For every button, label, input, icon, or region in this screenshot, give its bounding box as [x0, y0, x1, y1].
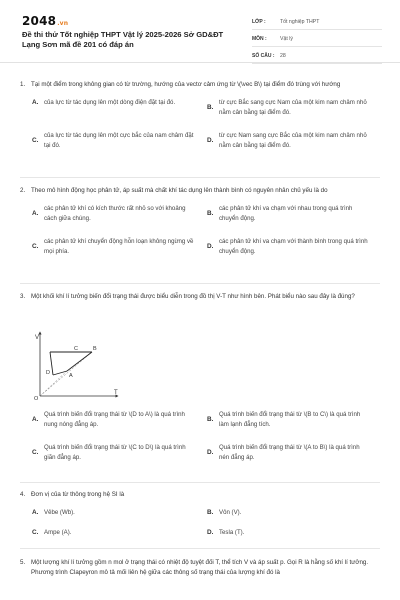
exam-meta — [252, 15, 382, 66]
option-letter: D. — [207, 137, 214, 144]
option-text: Quá trình biến đổi trạng thái từ \(C to D\) là quá trình giãn đẳng áp. — [44, 444, 186, 461]
option-text: Quá trình biến đổi trạng thái từ \(A to B\) là quá trình nén đẳng áp. — [219, 444, 360, 461]
meta-row-class — [252, 15, 382, 30]
question-3-options — [20, 410, 380, 474]
option-a[interactable] — [32, 410, 207, 429]
question-4 — [20, 490, 380, 542]
option-a[interactable] — [32, 204, 207, 223]
logo-tld: .vn — [57, 20, 69, 27]
question-2 — [20, 186, 380, 268]
meta-value: Tốt nghiệp THPT — [280, 19, 320, 25]
point-c-label: C — [74, 346, 78, 352]
option-text: các phân tử khí có kích thước rất nhỏ so với khoảng cách giữa chúng. — [44, 205, 186, 222]
question-text: Một khối khí lí tưởng biến đổi trạng thái được biểu diễn trong đồ thị V-T như hình bên. Phát biểu nào sau đây là đúng? — [31, 293, 355, 300]
v-axis-label: V — [35, 335, 40, 341]
option-letter: B. — [207, 416, 214, 423]
option-text: các phân tử khí chuyển động hỗn loạn không ngừng về mọi phía. — [44, 238, 194, 255]
option-a[interactable] — [32, 98, 207, 108]
option-a[interactable] — [32, 508, 207, 518]
meta-row-count — [252, 49, 382, 64]
option-b[interactable] — [207, 410, 382, 429]
site-logo[interactable] — [22, 14, 68, 28]
meta-row-subject — [252, 32, 382, 47]
option-letter: D. — [207, 529, 214, 537]
page-header — [0, 0, 400, 63]
option-c[interactable] — [32, 131, 207, 150]
question-text: Đơn vị của từ thông trong hệ SI là — [31, 491, 125, 498]
option-text: từ cực Nam sang cực Bắc của một kim nam châm nhỏ nằm cân bằng tại điểm đó. — [219, 132, 367, 149]
vt-graph — [30, 330, 120, 400]
option-d[interactable] — [207, 237, 382, 256]
exam-title: Đề thi thử Tốt nghiệp THPT Vật lý 2025-2026 Sở GD&ĐT Lạng Sơn mã đề 201 có đáp án — [22, 30, 224, 49]
option-text: của lực từ tác dụng lên một dòng điện đặt tại đó. — [44, 99, 176, 106]
option-letter: C. — [32, 243, 39, 250]
option-letter: C. — [32, 449, 39, 456]
path-d-c — [50, 352, 53, 375]
question-text: Một lượng khí lí tưởng gồm n mol ở trạng thái có nhiệt độ tuyệt đối T, thể tích V và áp suất p. Gọi R là hằng số khí lí tưởng. Phương trình Clapeyron mô tả mối liên hệ giữa các thông số trạng thái của lượng khí đó là — [31, 559, 369, 576]
option-b[interactable] — [207, 508, 382, 518]
point-b-label: B — [93, 346, 97, 352]
meta-value: Vật lý — [280, 36, 293, 42]
option-c[interactable] — [32, 237, 207, 256]
option-letter: B. — [207, 104, 214, 111]
option-b[interactable] — [207, 204, 382, 223]
option-letter: A. — [32, 509, 39, 517]
origin-label: O — [34, 396, 39, 400]
question-3 — [20, 292, 380, 302]
question-number: 3. — [20, 293, 26, 300]
logo-text: 2048 — [22, 14, 57, 28]
option-text: Vêbe (Wb). — [44, 509, 75, 516]
t-axis-label: T — [114, 390, 118, 396]
option-d[interactable] — [207, 443, 382, 462]
path-a-d — [53, 371, 67, 375]
option-text: Tesla (T). — [219, 529, 245, 536]
question-number: 2. — [20, 187, 26, 194]
option-d[interactable] — [207, 131, 382, 150]
option-text: của lực từ tác dụng lên một cực bắc của nam châm đặt tại đó. — [44, 132, 194, 149]
option-c[interactable] — [32, 528, 207, 538]
option-text: Quá trình biến đổi trạng thái từ \(D to A\) là quá trình nung nóng đẳng áp. — [44, 411, 185, 428]
option-letter: C. — [32, 529, 39, 537]
question-1 — [20, 80, 380, 162]
option-text: Vôn (V). — [219, 509, 242, 516]
option-letter: C. — [32, 137, 39, 144]
option-letter: B. — [207, 509, 214, 517]
meta-value: 28 — [280, 53, 286, 59]
option-text: các phân tử khí va chạm với nhau trong quá trình chuyển động. — [219, 205, 353, 222]
meta-label: MÔN : — [252, 36, 267, 42]
option-letter: A. — [32, 210, 39, 217]
option-c[interactable] — [32, 443, 207, 462]
option-d[interactable] — [207, 528, 382, 538]
point-d-label: D — [46, 370, 50, 376]
option-text: Quá trình biến đổi trạng thái từ \(B to C\) là quá trình làm lạnh đẳng tích. — [219, 411, 361, 428]
question-number: 1. — [20, 81, 26, 88]
meta-label: LỚP : — [252, 19, 266, 25]
option-letter: B. — [207, 210, 214, 217]
meta-label: SỐ CÂU : — [252, 53, 275, 59]
option-text: các phân tử khí va chạm với thành bình trong quá trình chuyển động. — [219, 238, 368, 255]
question-divider — [20, 177, 380, 178]
question-divider — [20, 548, 380, 549]
question-number: 4. — [20, 491, 26, 498]
path-b-a — [67, 352, 92, 371]
question-divider — [20, 283, 380, 284]
option-letter: D. — [207, 243, 214, 250]
point-a-label: A — [69, 373, 73, 379]
question-text: Theo mô hình động học phân tử, áp suất mà chất khí tác dụng lên thành bình có nguyên nhân chủ yếu là do — [31, 187, 328, 194]
question-5 — [20, 558, 380, 578]
option-text: Ampe (A). — [44, 529, 72, 536]
option-b[interactable] — [207, 98, 382, 117]
option-letter: A. — [32, 99, 39, 107]
option-text: từ cực Bắc sang cực Nam của một kim nam châm nhỏ nằm cân bằng tại điểm đó. — [219, 99, 367, 116]
option-letter: D. — [207, 449, 214, 456]
question-text: Tại một điểm trong không gian có từ trường, hướng của vectơ cảm ứng từ \(\vec B\) tại điểm đó trùng với hướng — [31, 81, 341, 88]
question-number: 5. — [20, 559, 26, 566]
option-letter: A. — [32, 416, 39, 423]
question-divider — [20, 482, 380, 483]
